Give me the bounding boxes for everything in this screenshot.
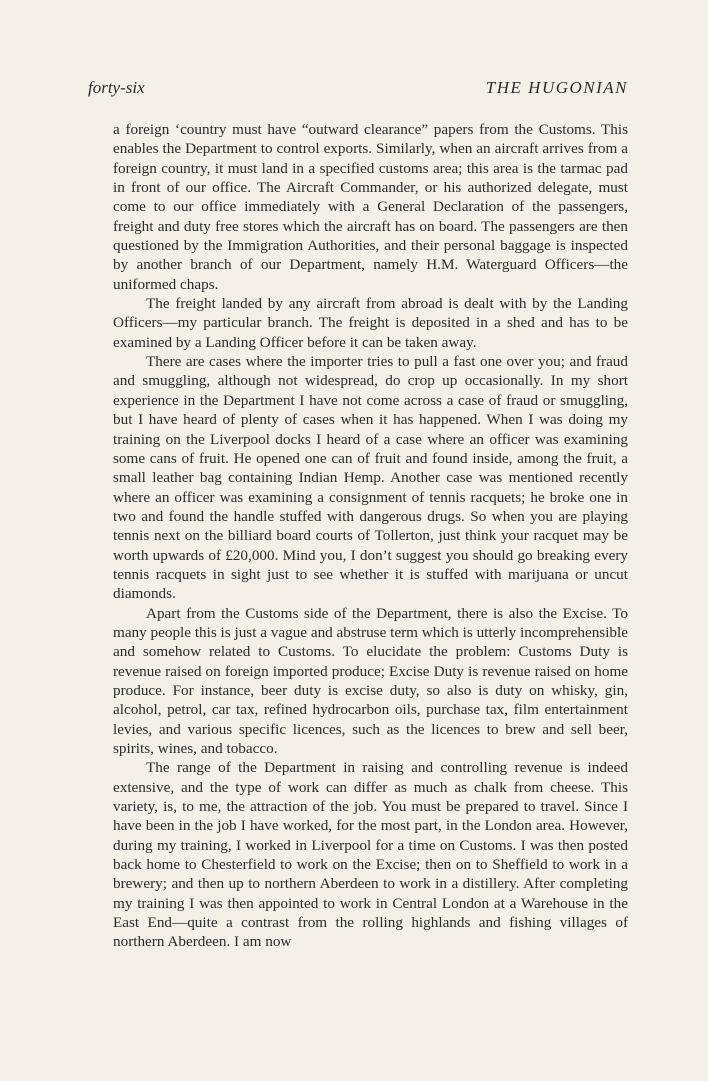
paragraph-range: The range of the Department in raising and controlling revenue is indeed extensive, and the type of work can differ as much as chalk from cheese. This variety, is, to me, the attraction of the job. You must be prepared to travel. Since I have been in the job I have worked, for the most part, in the London area. However, during my training, I worked in Liverpool for a time on Customs. I was then posted back home to Chesterfield to work on the Excise; then on to Sheffield to work in a brewery; and then up to northern Aberdeen to work in a distillery. After completing my training I was then appointed to work in Central London at a Warehouse in the East End—quite a contrast from the rolling highlands and fishing villages of northern Aberdeen. I am now — [113, 759, 628, 951]
running-title: THE HUGONIAN — [485, 78, 628, 97]
paragraph-fraud: There are cases where the importer tries to pull a fast one over you; and fraud and smuggling, although not widespread, do crop up occasionally. In my short experience in the Department I have not come across a case of fraud or smuggling, but I have heard of plenty of cases when it has happened. When I was doing my training on the Liverpool docks I heard of a case where an officer was examining some cans of fruit. He opened one can of fruit and found inside, among the fruit, a small leather bag containing Indian Hemp. Another case was mentioned recently where an officer was examining a consignment of tennis racquets; he broke one in two and found the handle stuffed with dangerous drugs. So when you are playing tennis next on the billiard board courts of Tollerton, just think your racquet may be worth upwards of £20,000. Mind you, I don’t suggest you should go breaking every tennis racquets in sight just to see whether it is stuffed with marijuana or uncut diamonds. — [113, 353, 628, 603]
article-body — [113, 120, 628, 952]
paragraph-excise: Apart from the Customs side of the Department, there is also the Excise. To many people this is just a vague and abstruse term which is utterly incomprehensible and somehow related to Customs. To elucidate the problem: Customs Duty is revenue raised on foreign imported produce; Excise Duty is revenue raised on home produce. For instance, beer duty is excise duty, so also is duty on whisky, gin, alcohol, petrol, car tax, refined hydrocarbon oils, purchase tax, film entertainment levies, and various specific licences, such as the licences to brew and sell beer, spirits, wines, and tobacco. — [113, 604, 628, 757]
paragraph-freight: The freight landed by any aircraft from abroad is dealt with by the Landing Officers—my particular branch. The freight is deposited in a shed and has to be examined by a Landing Officer before it can be taken away. — [113, 295, 628, 351]
paragraph-continuation: a foreign ‘country must have “outward clearance” papers from the Customs. This enables the Department to control exports. Similarly, when an aircraft arrives from a foreign country, it must land in a specified customs area; this area is the tarmac pad in front of our office. The Aircraft Commander, or his authorized delegate, must come to our office immediately with a General Declaration of the passengers, freight and duty free stores which the aircraft has on board. The passengers are then questioned by the Immigration Authorities, and their personal baggage is inspected by another branch of our Department, namely H.M. Waterguard Officers—the uniformed chaps. — [113, 121, 628, 293]
page-header — [88, 78, 628, 102]
page-number: forty-six — [88, 78, 145, 97]
